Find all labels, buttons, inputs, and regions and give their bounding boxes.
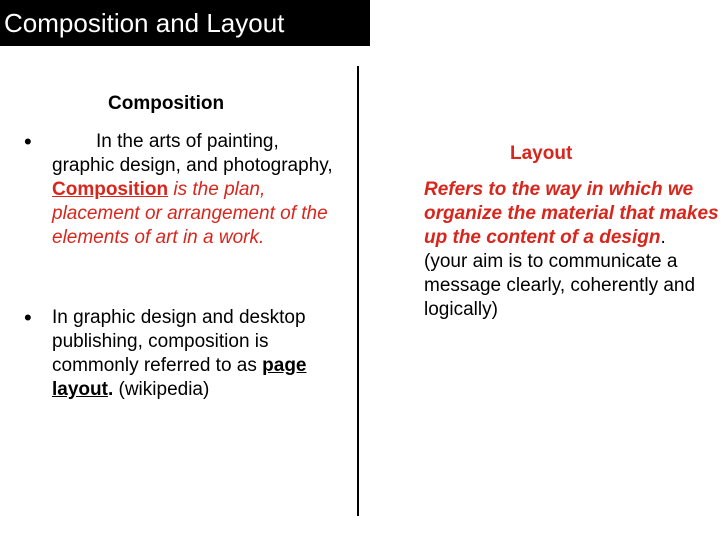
slide-title: Composition and Layout: [0, 0, 370, 46]
layout-heading: Layout: [510, 143, 573, 164]
bullet-icon: •: [24, 129, 32, 154]
bullet2-tail: .: [107, 379, 114, 400]
page-layout-term: page layout: [52, 355, 307, 400]
composition-heading: Composition: [108, 93, 225, 114]
composition-definition: is the plan, placement or arrangement of the elements of art in a work.: [52, 179, 328, 248]
column-divider: [357, 66, 359, 516]
bullet-text: [52, 130, 337, 250]
composition-term: Composition: [52, 179, 169, 200]
layout-body: [424, 178, 724, 322]
bullet2-lead: In graphic design and desktop publishing, composition is commonly referred to as: [52, 307, 306, 376]
layout-period: .: [660, 227, 666, 248]
layout-definition: Refers to the way in which we organize the material that makes up the content of a design: [424, 179, 719, 248]
bullet2-source: (wikipedia): [113, 379, 210, 400]
bullet-text: [52, 306, 337, 402]
bullet1-lead: In the arts of painting, graphic design, and photography,: [52, 131, 333, 176]
layout-note: (your aim is to communicate a message clearly, coherently and logically): [424, 251, 696, 320]
bullet-icon: •: [24, 305, 32, 330]
